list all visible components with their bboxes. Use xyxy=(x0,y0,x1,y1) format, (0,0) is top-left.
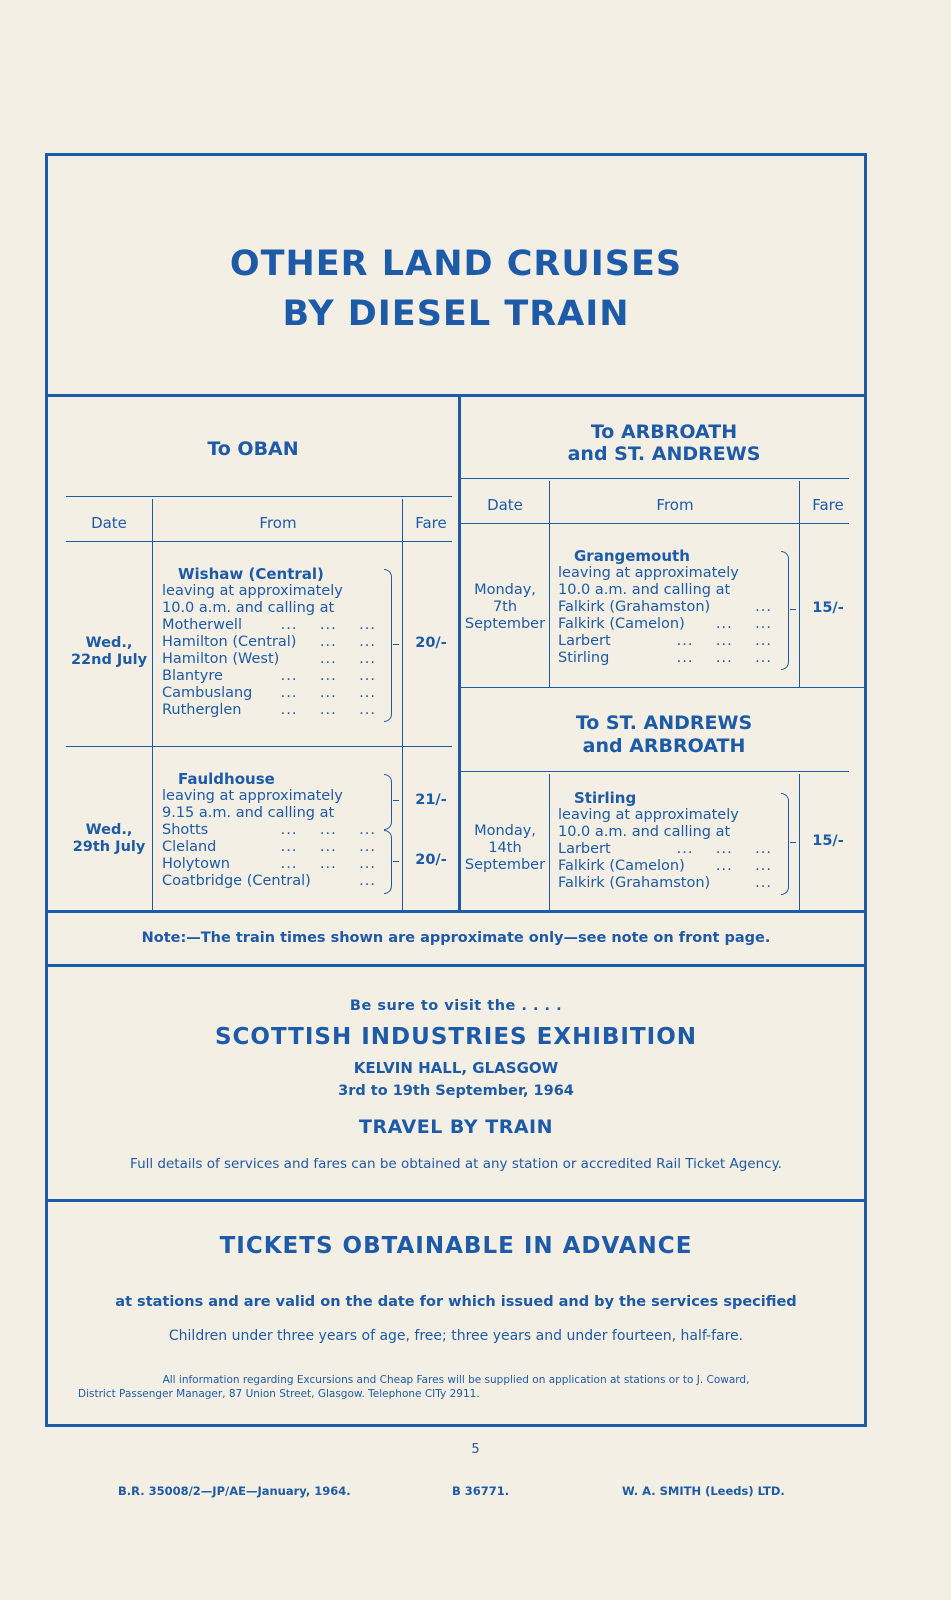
arbroath-date-col-rule xyxy=(549,481,550,687)
arbroath-date-line3: September xyxy=(464,616,546,632)
tickets-validity: at stations and are valid on the date for which issued and by the services specified xyxy=(115,1294,797,1310)
oban-trip1-brace xyxy=(384,569,392,722)
stop-name: Falkirk (Grahamston) xyxy=(558,599,711,615)
oban-trip1-leaving1: leaving at approximately xyxy=(162,583,343,599)
stop-row: Shotts ... ... ... xyxy=(162,822,376,838)
stop-row: Falkirk (Camelon) ... ... xyxy=(558,858,772,874)
stop-row: Rutherglen ... ... ... xyxy=(162,702,376,718)
stop-name: Holytown xyxy=(162,856,230,872)
oban-col-fare: Fare xyxy=(415,514,447,532)
arbroath-heading-line2: and ST. ANDREWS xyxy=(567,443,761,465)
imprint-printer: W. A. SMITH (Leeds) LTD. xyxy=(622,1484,785,1498)
standrews-date-line2: 14th xyxy=(488,840,522,856)
stop-row: Holytown ... ... ... xyxy=(162,856,376,872)
arbroath-heading-line1: To ARBROATH xyxy=(590,421,738,443)
oban-trip1-fare: 20/- xyxy=(415,635,447,651)
tickets-info-line1: All information regarding Excursions and Cheap Fares will be supplied on application at stations or to J. Coward, xyxy=(162,1374,750,1386)
oban-trip1-origin: Wishaw (Central) xyxy=(178,565,324,583)
oban-trip2-origin: Fauldhouse xyxy=(178,770,275,788)
arbroath-date-line2: 7th xyxy=(492,599,518,615)
stop-row: Hamilton (West) ... ... xyxy=(162,651,376,667)
stop-name: Coatbridge (Central) xyxy=(162,873,311,889)
arbroath-col-date: Date xyxy=(487,496,523,514)
page-number: 5 xyxy=(471,1442,480,1457)
stop-name: Falkirk (Camelon) xyxy=(558,616,685,632)
arbroath-fare-col-rule xyxy=(799,481,800,687)
stop-row: Larbert ... ... ... xyxy=(558,633,772,649)
standrews-date-line1: Monday, xyxy=(474,823,536,839)
oban-trip2-brace-b-tip xyxy=(393,861,399,862)
stop-row: Hamilton (Central) ... ... xyxy=(162,634,376,650)
note-rule xyxy=(48,964,864,967)
stop-name: Larbert xyxy=(558,633,611,649)
stop-row: Falkirk (Grahamston) ... xyxy=(558,875,772,891)
oban-heading: To OBAN xyxy=(207,438,299,460)
stop-name: Hamilton (Central) xyxy=(162,634,297,650)
arbroath-leaving2: 10.0 a.m. and calling at xyxy=(558,582,731,598)
stop-name: Cambuslang xyxy=(162,685,253,701)
oban-trip2-leaving1: leaving at approximately xyxy=(162,788,343,804)
oban-trip1-date xyxy=(66,635,152,669)
table-top-rule xyxy=(48,394,864,397)
tickets-children: Children under three years of age, free; three years and under fourteen, half-fare. xyxy=(168,1328,744,1344)
arbroath-section-rule xyxy=(461,687,864,688)
oban-trip2-date-line2: 29th July xyxy=(72,839,146,855)
exhibition-intro: Be sure to visit the . . . . xyxy=(349,998,563,1014)
oban-date-col-rule xyxy=(152,499,153,910)
stop-row: Larbert ... ... ... xyxy=(558,841,772,857)
standrews-leaving1: leaving at approximately xyxy=(558,807,739,823)
oban-trip2-date xyxy=(66,822,152,856)
arbroath-col-fare: Fare xyxy=(812,496,844,514)
stop-row: Falkirk (Grahamston) ... xyxy=(558,599,772,615)
stop-name: Blantyre xyxy=(162,668,223,684)
standrews-date-col-rule xyxy=(549,774,550,910)
tickets-info-line2: District Passenger Manager, 87 Union Street, Glasgow. Telephone CITy 2911. xyxy=(78,1388,480,1400)
stop-name: Motherwell xyxy=(162,617,242,633)
standrews-brace-tip xyxy=(790,842,796,843)
oban-trip1-brace-tip xyxy=(393,644,399,645)
stop-row: Motherwell ... ... ... xyxy=(162,617,376,633)
standrews-date xyxy=(461,823,549,874)
arbroath-col-from: From xyxy=(656,496,694,514)
exhibition-name: SCOTTISH INDUSTRIES EXHIBITION xyxy=(214,1024,698,1050)
oban-trip1-date-line2: 22nd July xyxy=(70,652,148,668)
standrews-heading-line1: To ST. ANDREWS xyxy=(575,712,753,734)
stop-name: Larbert xyxy=(558,841,611,857)
arbroath-header-rule-bottom xyxy=(461,523,849,524)
table-bottom-rule xyxy=(48,910,864,913)
arbroath-brace-tip xyxy=(790,609,796,610)
arbroath-fare: 15/- xyxy=(812,600,844,616)
oban-trip2-leaving2: 9.15 a.m. and calling at xyxy=(162,805,335,821)
oban-row-rule xyxy=(66,746,452,747)
oban-trip1-date-line1: Wed., xyxy=(85,635,133,651)
standrews-leaving2: 10.0 a.m. and calling at xyxy=(558,824,731,840)
arbroath-brace xyxy=(781,551,789,670)
oban-trip2-fare-b: 20/- xyxy=(415,852,447,868)
arbroath-leaving1: leaving at approximately xyxy=(558,565,739,581)
oban-trip2-date-line1: Wed., xyxy=(85,822,133,838)
stop-row: Cleland ... ... ... xyxy=(162,839,376,855)
exhibition-dates: 3rd to 19th September, 1964 xyxy=(338,1083,574,1099)
oban-trip1-leaving2: 10.0 a.m. and calling at xyxy=(162,600,335,616)
stop-name: Falkirk (Camelon) xyxy=(558,858,685,874)
handbill-frame xyxy=(45,153,867,1427)
oban-trip2-stops xyxy=(162,771,384,890)
approx-times-note: Note:—The train times shown are approximate only—see note on front page. xyxy=(141,930,771,946)
page-title-line2: BY DIESEL TRAIN xyxy=(282,294,630,334)
stop-name: Cleland xyxy=(162,839,217,855)
stop-name: Rutherglen xyxy=(162,702,242,718)
exhibition-rule xyxy=(48,1199,864,1202)
standrews-fare: 15/- xyxy=(812,833,844,849)
standrews-date-line3: September xyxy=(464,857,546,873)
page-title-line1: OTHER LAND CRUISES xyxy=(229,244,683,284)
arbroath-stops xyxy=(558,548,780,667)
stop-name: Shotts xyxy=(162,822,209,838)
oban-trip2-fare-a: 21/- xyxy=(415,792,447,808)
stop-name: Hamilton (West) xyxy=(162,651,280,667)
exhibition-details: Full details of services and fares can be obtained at any station or accredited Rail Ticket Agency. xyxy=(130,1156,782,1172)
oban-col-from: From xyxy=(259,514,297,532)
stop-row: Falkirk (Camelon) ... ... xyxy=(558,616,772,632)
arbroath-date-line1: Monday, xyxy=(474,582,536,598)
standrews-brace xyxy=(781,793,789,895)
arbroath-origin: Grangemouth xyxy=(574,547,690,565)
exhibition-venue: KELVIN HALL, GLASGOW xyxy=(353,1059,559,1077)
oban-col-date: Date xyxy=(91,514,127,532)
tickets-heading: TICKETS OBTAINABLE IN ADVANCE xyxy=(219,1233,693,1259)
oban-trip2-brace-a-tip xyxy=(393,800,399,801)
standrews-origin: Stirling xyxy=(574,789,637,807)
oban-trip1-stops xyxy=(162,566,384,719)
oban-header-rule-top xyxy=(66,496,452,497)
standrews-stops xyxy=(558,790,780,892)
imprint-ref: B.R. 35008/2—JP/AE—January, 1964. xyxy=(118,1484,351,1498)
arbroath-date xyxy=(461,582,549,633)
travel-by-train: TRAVEL BY TRAIN xyxy=(359,1116,553,1138)
stop-name: Stirling xyxy=(558,650,610,666)
standrews-heading-line2: and ARBROATH xyxy=(582,735,746,757)
stop-row: Blantyre ... ... ... xyxy=(162,668,376,684)
stop-name: Falkirk (Grahamston) xyxy=(558,875,711,891)
stop-row: Cambuslang ... ... ... xyxy=(162,685,376,701)
arbroath-header-rule-top xyxy=(461,478,849,479)
oban-trip2-brace-b xyxy=(384,830,392,894)
stop-row: Coatbridge (Central) ... xyxy=(162,873,376,889)
stop-row: Stirling ... ... ... xyxy=(558,650,772,666)
standrews-fare-col-rule xyxy=(799,774,800,910)
standrews-header-rule xyxy=(461,771,849,772)
oban-header-rule-bottom xyxy=(66,541,452,542)
oban-trip2-brace-a xyxy=(384,774,392,830)
oban-fare-col-rule xyxy=(402,499,403,910)
imprint-code: B 36771. xyxy=(452,1484,510,1498)
